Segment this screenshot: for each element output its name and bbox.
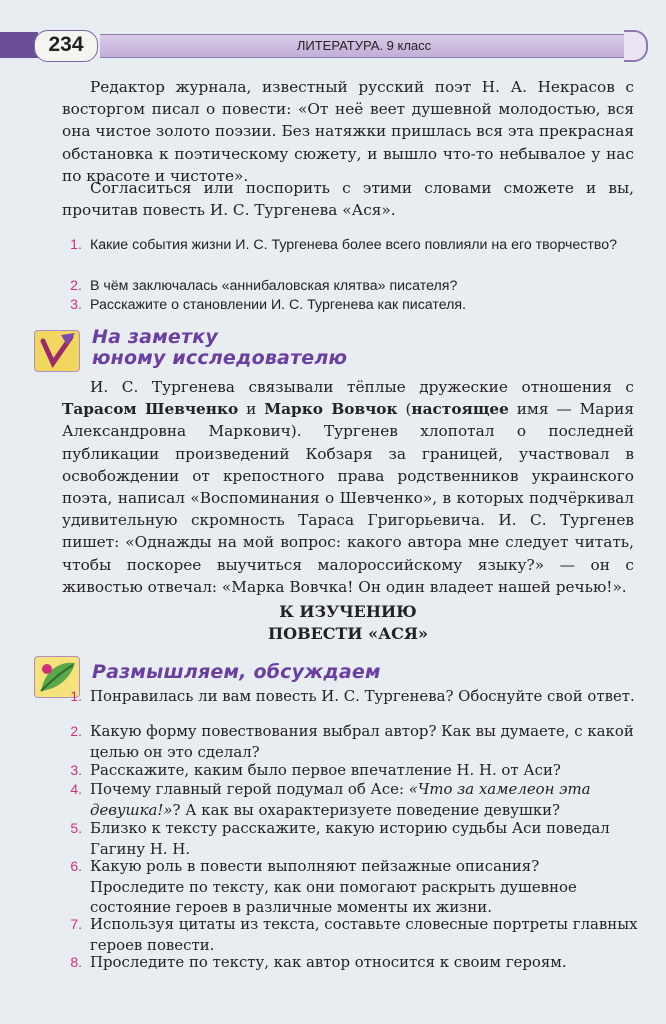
page-number: 234 — [34, 30, 98, 62]
study-heading-line1: К ИЗУЧЕНИЮ — [279, 602, 417, 621]
question-number: 2. — [70, 278, 82, 294]
ribbon-scroll-end — [624, 30, 648, 62]
intro-paragraph-1: Редактор журнала, известный русский поэт Н. А. Некрасов с восторгом писал о повести: «От неё веет душевной молодостью, вся она чистое золото поэзии. Без натяжки пришлась вся эта прекрасная обстановка к поэтическому сюжету, и вышло что-то небывалое у нас по красоте и чистоте». — [62, 78, 634, 185]
question-text: Какие события жизни И. С. Тургенева более всего повлияли на его творчество? — [90, 237, 618, 253]
note-title-line2: юному исследователю — [92, 347, 348, 369]
item-text: Расскажите, каким было первое впечатление Н. Н. от Аси? — [90, 761, 561, 779]
question-item — [70, 295, 638, 316]
question-text: Расскажите о становлении И. С. Тургенева как писателя. — [90, 297, 467, 313]
study-heading-line2: ПОВЕСТИ «АСЯ» — [268, 624, 428, 643]
question-item — [70, 276, 638, 297]
question-number: 3. — [70, 297, 82, 313]
discussion-item — [70, 856, 638, 918]
discussion-item — [70, 760, 638, 781]
note-pen-icon — [34, 330, 80, 372]
item-number: 8. — [70, 954, 82, 970]
intro-paragraph-2: Согласиться или поспорить с этими словами сможете и вы, прочитав повесть И. С. Тургенева «Ася». — [62, 179, 634, 220]
item-number: 2. — [70, 723, 82, 739]
discussion-item — [70, 952, 638, 973]
item-number: 1. — [70, 688, 82, 704]
question-text: В чём заключалась «аннибаловская клятва» писателя? — [90, 278, 458, 294]
discussion-item: 4. Почему главный герой подумал об Асе: «Что за хамелеон эта девушка!»? А как вы охарактеризуете поведение девушки? — [90, 779, 638, 820]
question-item — [70, 235, 638, 256]
item-number: 6. — [70, 858, 82, 874]
item-text: Понравилась ли вам повесть И. С. Тургенева? Обоснуйте свой ответ. — [90, 687, 635, 705]
page-header — [0, 28, 666, 64]
header-color-band — [0, 32, 38, 58]
item-number: 7. — [70, 916, 82, 932]
discussion-item — [70, 914, 638, 955]
discussion-item — [70, 686, 638, 707]
item-number: 4. — [70, 781, 82, 797]
question-number: 1. — [70, 237, 82, 253]
note-paragraph: И. С. Тургенева связывали тёплые дружеские отношения с Тарасом Шевченко и Марко Вовчок (настоящее имя — Мария Александровна Маркович). Тургенев хлопотал о последней публикации произведений Кобзаря за границей, участвовал в освобождении от крепостного права родственников украинского поэта, написал «Воспоминания о Шевченко», в которых подчёркивал удивительную скромность Тараса Григорьевича. И. С. Тургенев пишет: «Однажды на мой вопрос: какого автора мне следует читать, чтобы поскорее выучиться малороссийскому языку?» — он с живостью отвечал: «Марка Вовчка! Он один владеет нашей речью!». — [62, 378, 634, 596]
item-text: Какую форму повествования выбрал автор? Как вы думаете, с какой целью он это сделал? — [90, 722, 634, 761]
item-text: Проследите по тексту, как автор относится к своим героям. — [90, 953, 567, 971]
discussion-item — [70, 721, 638, 762]
item-text: Какую роль в повести выполняют пейзажные описания? Проследите по тексту, как они помогают раскрыть душевное состояние героев в различные моменты их жизни. — [90, 857, 577, 917]
item-text: Используя цитаты из текста, составьте словесные портреты главных героев повести. — [90, 915, 638, 954]
note-title-line1: На заметку — [92, 326, 218, 348]
running-title: ЛИТЕРАТУРА. 9 класс — [100, 34, 628, 58]
item-number: 5. — [70, 820, 82, 836]
discussion-title: Размышляем, обсуждаем — [92, 661, 381, 683]
item-number: 3. — [70, 762, 82, 778]
item-text: Близко к тексту расскажите, какую историю судьбы Аси поведал Гагину Н. Н. — [90, 819, 610, 858]
discussion-item — [70, 818, 638, 859]
